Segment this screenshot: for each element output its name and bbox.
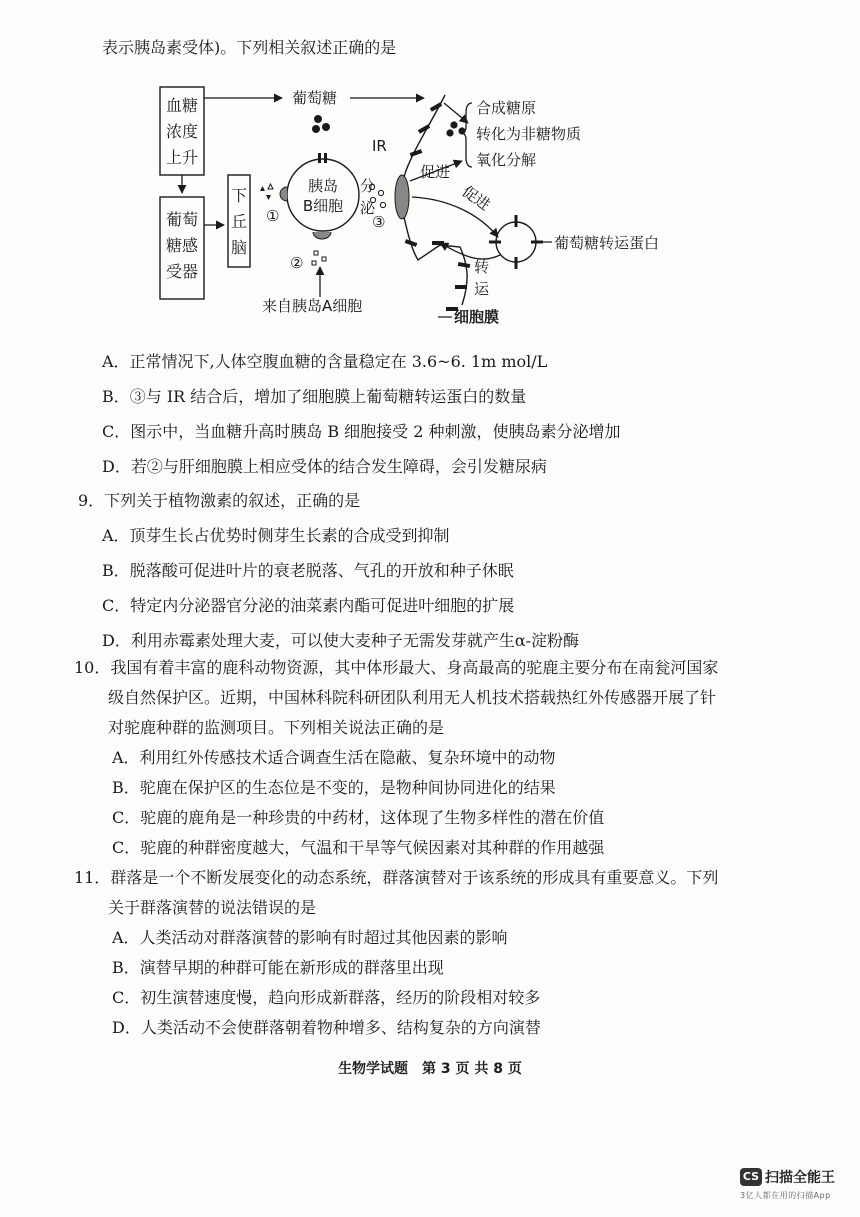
insulin-regulation-diagram [0,65,860,395]
q8-option-b: B．③与 IR 结合后，增加了细胞膜上葡萄糖转运蛋白的数量 [102,387,527,406]
transport-label-2: 运 [474,280,490,298]
hypothalamus-line-2: 丘 [230,212,248,231]
scanner-logo-icon: CS [740,1168,762,1186]
transporter-label: 葡萄糖转运蛋白 [554,234,660,252]
from-islet-a-label: 来自胰岛A细胞 [262,297,363,315]
receptor-line-2: 糖感 [165,236,199,255]
q11-option-a: A．人类活动对群落演替的影响有时超过其他因素的影响 [112,928,508,947]
q11-option-c: C．初生演替速度慢，趋向形成新群落，经历的阶段相对较多 [112,988,541,1007]
membrane-label: 细胞膜 [454,308,500,326]
q11-option-d: D．人类活动不会使群落朝着物种增多、结构复杂的方向演替 [112,1018,541,1037]
cell-label-2: B细胞 [302,197,344,215]
glycogen-label: 合成糖原 [476,99,537,117]
cell-label-1: 胰岛 [307,177,339,195]
q9-option-c: C．特定内分泌器官分泌的油菜素内酯可促进叶细胞的扩展 [102,596,515,615]
q10-stem-line-2: 级自然保护区。近期，中国林科院科研团队利用无人机技术搭载热红外传感器开展了针 [108,688,717,707]
ir-label: IR [372,137,387,155]
ir-receptor [395,175,409,219]
oxidize-label: 氧化分解 [476,151,537,169]
scanner-subtitle: 3亿人都在用的扫描App [740,1190,831,1200]
q10-option-b: B．驼鹿在保护区的生态位是不变的，是物种间协同进化的结果 [112,778,556,797]
q9-stem: 9．下列关于植物激素的叙述，正确的是 [78,491,361,510]
q9-option-a: A．顶芽生长占优势时侧芽生长素的合成受到抑制 [102,526,450,545]
q11-option-b: B．演替早期的种群可能在新形成的群落里出现 [112,958,444,977]
scanner-title: 扫描全能王 [765,1169,835,1186]
q11-stem-line-2: 关于群落演替的说法错误的是 [108,898,317,917]
scanner-watermark [740,1166,850,1201]
q11-stem-line-1: 11．群落是一个不断发展变化的动态系统，群落演替对于该系统的形成具有重要意义。下列 [74,868,719,887]
q10-stem-line-3: 对驼鹿种群的监测项目。下列相关说法正确的是 [108,718,445,737]
marker-2: ② [290,254,304,272]
q10-option-d: C．驼鹿的种群密度越大，气温和干旱等气候因素对其种群的作用越强 [112,838,605,857]
receptor-line-3: 受器 [165,262,199,281]
secrete-label-2: 泌 [360,199,376,217]
transport-label-1: 转 [474,258,490,276]
marker-1: ① [266,207,280,225]
promote-label-1: 促进 [420,163,451,181]
q10-stem-line-1: 10．我国有着丰富的鹿科动物资源，其中体形最大、身高最高的驼鹿主要分布在南瓮河国家 [74,658,719,677]
islet-b-cell [287,159,359,231]
promote-label-2: 促进 [458,182,494,215]
marker-3: ③ [372,213,386,231]
q9-option-d: D．利用赤霉素处理大麦，可以使大麦种子无需发芽就产生α-淀粉酶 [102,631,580,650]
blood-glucose-line-3: 上升 [165,148,199,167]
q9-option-b: B．脱落酸可促进叶片的衰老脱落、气孔的开放和种子休眠 [102,561,514,580]
blood-glucose-line-2: 浓度 [165,122,199,141]
hypothalamus-line-3: 脑 [230,238,248,257]
nonsugar-label: 转化为非糖物质 [476,125,582,143]
q10-option-a: A．利用红外传感技术适合调查生活在隐蔽、复杂环境中的动物 [112,748,556,767]
blood-glucose-line-1: 血糖 [165,96,199,115]
question-8-intro: 表示胰岛素受体)。下列相关叙述正确的是 [102,38,397,57]
q8-option-c: C．图示中，当血糖升高时胰岛 B 细胞接受 2 种刺激，使胰岛素分泌增加 [102,422,621,441]
q8-option-d: D．若②与肝细胞膜上相应受体的结合发生障碍，会引发糖尿病 [102,457,547,476]
hypothalamus-line-1: 下 [230,186,248,205]
transporter-vesicle [496,222,536,262]
receptor-line-1: 葡萄 [165,210,199,229]
page-footer: 生物学试题 第 3 页 共 8 页 [338,1061,522,1077]
q8-option-a: A．正常情况下,人体空腹血糖的含量稳定在 3.6~6. 1m mol/L [102,352,548,371]
secrete-label-1: 分 [360,177,376,195]
q10-option-c: C．驼鹿的鹿角是一种珍贵的中药材，这体现了生物多样性的潜在价值 [112,808,605,827]
glucose-label: 葡萄糖 [292,89,338,107]
